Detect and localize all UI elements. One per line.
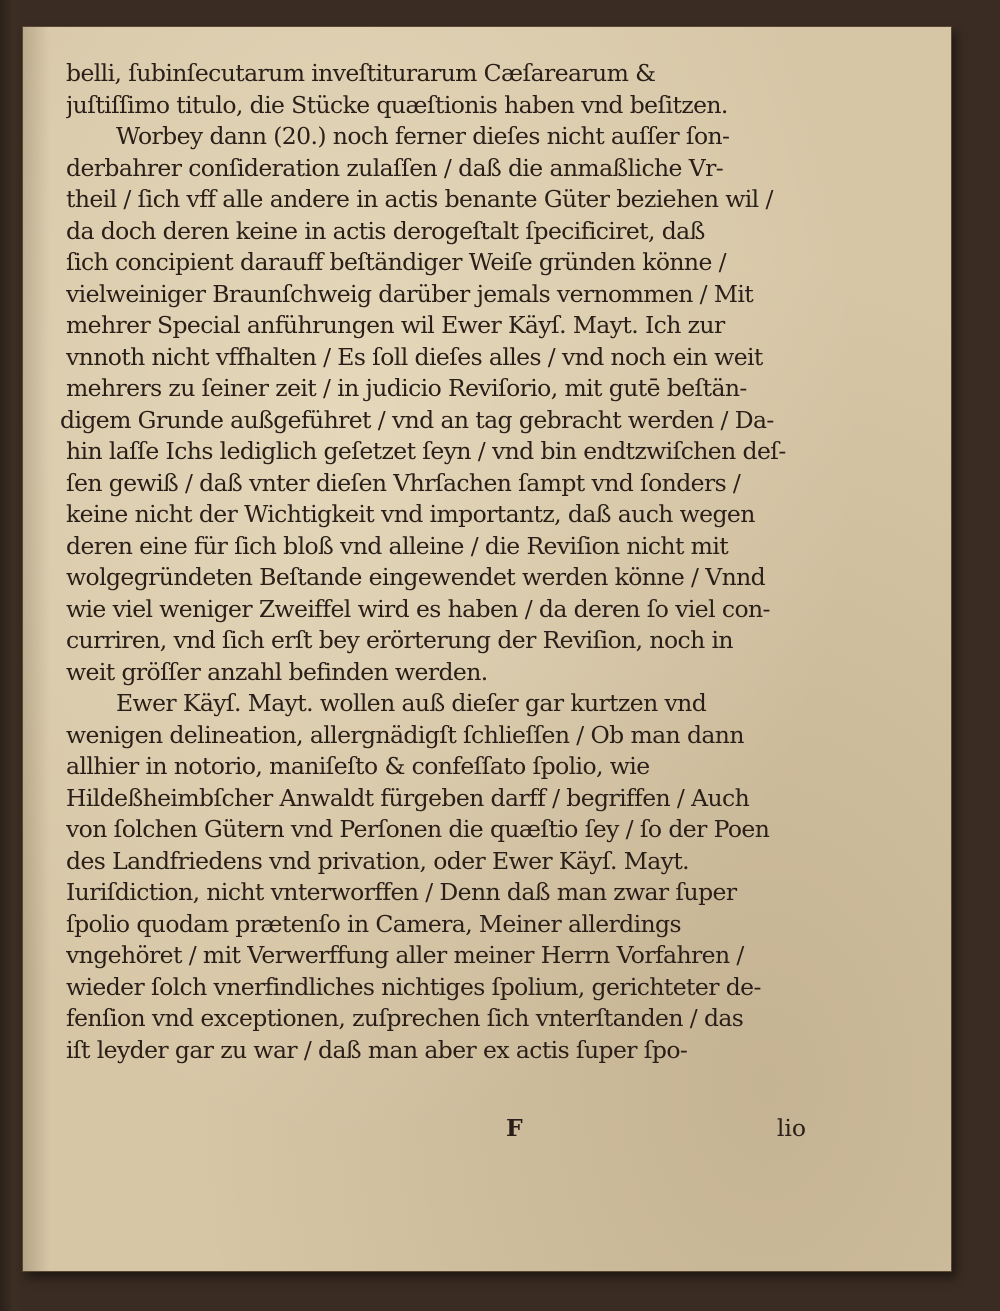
text-line: fenſion vnd exceptionen, zuſprechen ſich vnterſtanden / das: [66, 1004, 744, 1032]
text-line: wolgegründeten Beſtande eingewendet werden könne / Vnnd: [66, 563, 766, 591]
paragraph-start-line: Worbey dann (20.) noch ferner dieſes nicht auſſer ſon-: [116, 122, 730, 150]
text-line: digem Grunde außgeführet / vnd an tag gebracht werden / Da-: [60, 405, 774, 434]
text-line: curriren, vnd ſich erſt bey erörterung der Reviſion, noch in: [66, 626, 733, 654]
text-line: ſpolio quodam prætenſo in Camera, Meiner allerdings: [66, 909, 681, 938]
page-footer: [66, 1114, 836, 1146]
text-line: des Landfriedens vnd privation, oder Ewer Käyſ. Mayt.: [66, 846, 690, 875]
text-line: iſt leyder gar zu war / daß man aber ex actis ſuper ſpo-: [66, 1035, 688, 1064]
text-line: mehrer Special anführungen wil Ewer Käyſ. Mayt. Ich zur: [66, 311, 725, 339]
text-line: derbahrer conſideration zulaſſen / daß die anmaßliche Vr-: [66, 153, 724, 182]
text-line: vielweiniger Braunſchweig darüber jemals vernommen / Mit: [66, 279, 754, 308]
text-line: wieder ſolch vnerfindliches nichtiges ſpolium, gerichteter de-: [66, 972, 761, 1001]
text-line: wie viel weniger Zweiffel wird es haben / da deren ſo viel con-: [66, 594, 770, 623]
text-line: ſen gewiß / daß vnter dieſen Vhrſachen ſampt vnd ſonders /: [66, 468, 741, 497]
text-line: theil / ſich vff alle andere in actis benante Güter beziehen wil /: [66, 185, 773, 213]
text-line: vnnoth nicht vffhalten / Es ſoll dieſes alles / vnd noch ein weit: [66, 342, 763, 371]
text-line: allhier in notorio, maniſeſto & confeſſato ſpolio, wie: [66, 752, 650, 780]
text-line: vngehöret / mit Verwerffung aller meiner Herrn Vorfahren /: [66, 941, 744, 969]
text-line: juſtiſſimo titulo, die Stücke quæſtionis haben vnd beſitzen.: [66, 90, 728, 119]
text-line: ſich concipient darauff beſtändiger Weiſe gründen könne /: [66, 248, 726, 276]
text-line: keine nicht der Wichtigkeit vnd importantz, daß auch wegen: [66, 500, 755, 528]
text-line: Hildeßheimbſcher Anwaldt fürgeben darff / begriffen / Auch: [66, 783, 750, 812]
text-line: belli, ſubinſecutarum inveſtiturarum Cæſarearum &: [66, 59, 656, 87]
text-line: Iuriſdiction, nicht vnterworffen / Denn daß man zwar ſuper: [66, 878, 737, 906]
text-line: von ſolchen Gütern vnd Perſonen die quæſtio ſey / ſo der Poen: [66, 815, 770, 843]
text-line: mehrers zu ſeiner zeit / in judicio Reviſorio, mit gutē beſtän-: [66, 374, 747, 402]
text-line: weit gröſſer anzahl befinden werden.: [66, 657, 488, 686]
text-line: deren eine für ſich bloß vnd alleine / die Reviſion nicht mit: [66, 531, 729, 560]
signature-mark: F: [506, 1114, 523, 1142]
book-page: [22, 26, 952, 1272]
text-line: hin laſſe Ichs lediglich geſetzet ſeyn / vnd bin endtzwiſchen deſ-: [66, 437, 786, 465]
paragraph-start-line: Ewer Käyſ. Mayt. wollen auß dieſer gar kurtzen vnd: [116, 689, 707, 717]
text-line: wenigen delineation, allergnädigſt ſchlieſſen / Ob man dann: [66, 720, 744, 749]
catchword: lio: [776, 1114, 806, 1142]
text-line: da doch deren keine in actis derogeſtalt ſpecificiret, daß: [66, 216, 705, 245]
page-body-text: [60, 58, 836, 1066]
